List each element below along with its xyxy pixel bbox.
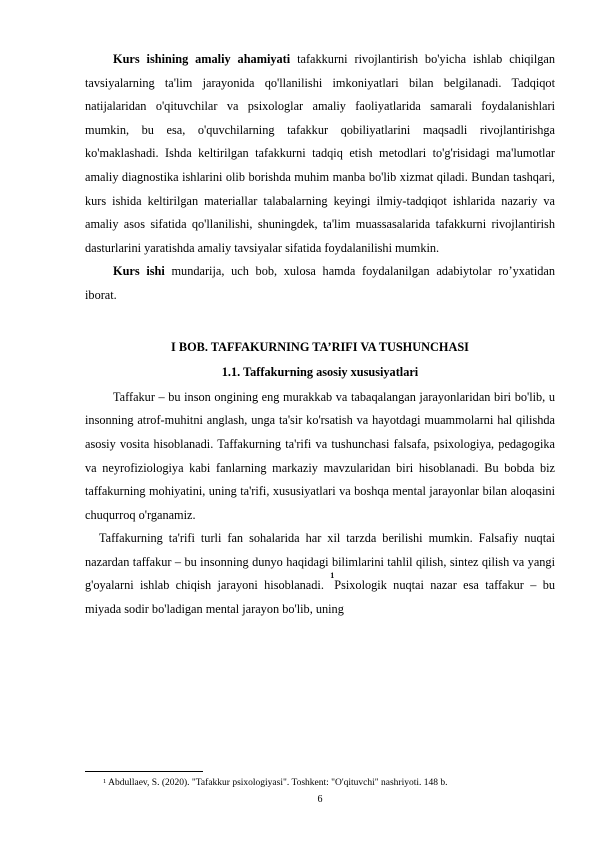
footnote-text: Abdullaev, S. (2020). "Tafakkur psixologiyasi". Toshkent: "O'qituvchi" nashriyoti. 148 b. bbox=[106, 778, 448, 788]
section-heading: 1.1. Taffakurning asosiy xususiyatlari bbox=[221, 365, 419, 380]
chapter-heading: I BOB. TAFFAKURNING TA’RIFI VA TUSHUNCHASI bbox=[171, 339, 469, 354]
body-text bbox=[85, 48, 555, 622]
paragraph-text: mundarija, uch bob, xulosa hamda foydalanilgan adabiytolar ro’yxatidan iborat. bbox=[85, 264, 555, 302]
paragraph-text: Psixologik nuqtai nazar esa taffakur – bu miyada sodir bo'ladigan mental jarayon bo'lib, uning bbox=[85, 578, 555, 617]
page-number: 6 bbox=[317, 794, 323, 805]
footnote bbox=[103, 777, 555, 789]
paragraph-lead-bold: Kurs ishining amaliy ahamiyati bbox=[113, 52, 291, 66]
paragraph-text: Taffakurning ta'rifi turli fan sohalarida har xil tarzda berilishi mumkin. Falsafiy nuqtai nazardan taffakur – bu insonning dunyo haqidagi bilimlarini tahlil qilish, sintez qilish va yangi g'oyalarni ishlab chiqish jarayoni hisoblanadi. bbox=[85, 531, 555, 593]
footnote-separator bbox=[85, 771, 203, 772]
footnote-marker: 1 bbox=[103, 778, 107, 785]
paragraph-definition: Taffakur – bu inson ongining eng murakkab va tabaqalangan jarayonlaridan biri bo'lib, u insonning atrof-muhitni anglash, unga ta'sir ko'rsatish va hayotdagi muammolarni hal qilishda asosiy vosita hisoblanadi. Taffakurning ta'rifi va tushunchasi falsafa, psixologiya, pedagogika va neyrofiziologiya kabi fanlarning markaziy mavzularidan biri hisoblanadi. Bu bobda biz taffakurning mohiyatini, uning ta'rifi, xususiyatlari va boshqa mental jarayonlar bilan aloqasini chuqurroq o'rganamiz. bbox=[85, 389, 555, 522]
footnote-reference[interactable]: 1 bbox=[330, 571, 335, 581]
paragraph-fields bbox=[85, 527, 555, 621]
paragraph-structure bbox=[85, 260, 555, 307]
paragraph-practical-significance bbox=[85, 48, 555, 260]
paragraph-lead-bold: Kurs ishi bbox=[113, 264, 165, 279]
paragraph-text: tafakkurni rivojlantirish bo'yicha ishlab chiqilgan tavsiyalarning ta'lim jarayonida qo'llanilishi imkoniyatlari bilan belgilanadi. Tadqiqot natijalaridan o'qituvchilar va psixologlar amaliy faoliyatlarida samarali foydalanishlari mumkin, bu esa, o'quvchilarning tafakkur qobiliyatlarini maqsadli rivojlantirishga ko'maklashadi. Ishda keltirilgan tafakkurni tadqiq etish metodlari to'g'risidagi ma'lumotlar amaliy diagnostika ishlarini olib borishda muhim manba bo'lib xizmat qiladi. Bundan tashqari, kurs ishida keltirilgan materiallar talabalarning keyingi ilmiy-tadqiqot ishlarida nazariy va amaliy asos sifatida qo'llanilishi, shuningdek, ta'lim muassasalarida tafakkurni rivojlantirish dasturlarini yaratishda amaliy tavsiyalar sifatida foydalanilishi mumkin. bbox=[85, 52, 555, 255]
